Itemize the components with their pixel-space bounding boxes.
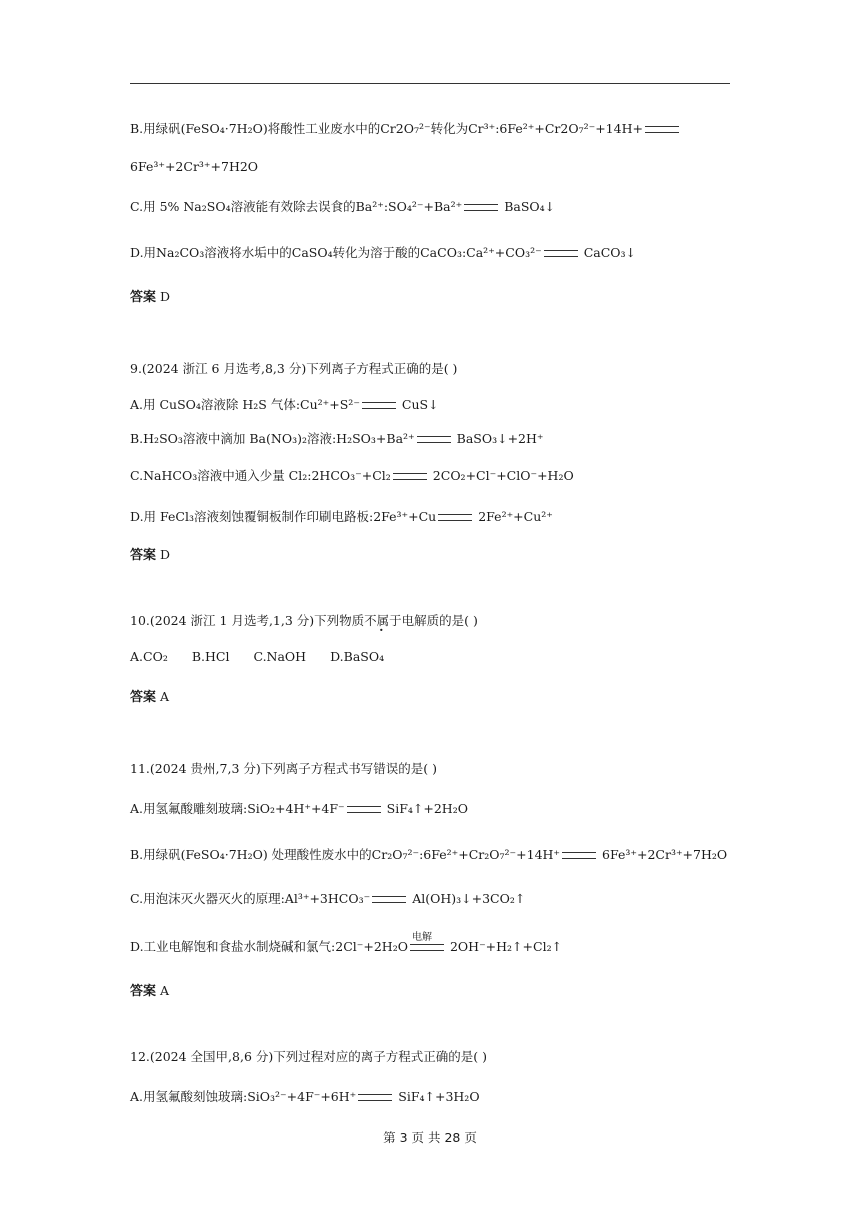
answer-value: D (160, 547, 171, 562)
electrolysis-equals-sign (410, 932, 444, 951)
equals-sign (464, 204, 498, 211)
equals-sign (645, 126, 679, 133)
q11-answer (130, 982, 169, 1001)
q9-answer (130, 546, 170, 565)
equals-sign (393, 473, 427, 480)
q11-option-b-rhs: 6Fe³⁺+2Cr³⁺+7H₂O (602, 847, 728, 862)
equals-sign (562, 852, 596, 859)
answer-value: A (160, 983, 170, 998)
q8-option-b-line2: 6Fe³⁺+2Cr³⁺+7H2O (130, 159, 259, 174)
q11-option-a-rhs: SiF₄↑+2H₂O (386, 801, 468, 816)
q10-answer (130, 688, 169, 707)
q12-option-a-lhs: A.用氢氟酸刻蚀玻璃:SiO₃²⁻+4F⁻+6H⁺ (130, 1089, 357, 1104)
q10-option-d: D.BaSO₄ (330, 649, 385, 664)
q10-option-c: C.NaOH (253, 649, 307, 664)
q8-option-c (130, 198, 555, 216)
answer-value: A (160, 689, 170, 704)
q10-option-a: A.CO₂ (130, 649, 168, 664)
q11-stem: 11.(2024 贵州,7,3 分)下列离子方程式书写错误的是( ) (130, 761, 437, 776)
equals-sign (347, 806, 381, 813)
electrolysis-condition: 电解 (411, 932, 432, 943)
q10-stem-part2: 电解质的是( ) (401, 613, 478, 628)
q11-option-c-rhs: Al(OH)₃↓+3CO₂↑ (412, 891, 526, 906)
q8-option-c-lhs: C.用 5% Na₂SO₄溶液能有效除去误食的Ba²⁺:SO₄²⁻+Ba²⁺ (130, 199, 463, 214)
q11-option-b-lhs: B.用绿矾(FeSO₄·7H₂O) 处理酸性废水中的Cr₂O₇²⁻:6Fe²⁺+Cr₂O₇²⁻+14H⁺ (130, 847, 561, 862)
q10-stem (130, 612, 478, 630)
answer-label: 答案 (130, 290, 157, 305)
q9-option-a (130, 396, 439, 414)
q8-option-b-text: B.用绿矾(FeSO₄·7H₂O)将酸性工业废水中的Cr2O₇²⁻转化为Cr³⁺:6Fe²⁺+Cr2O₇²⁻+14H+ (130, 121, 643, 136)
q9-stem: 9.(2024 浙江 6 月选考,8,3 分)下列离子方程式正确的是( ) (130, 361, 458, 376)
answer-value: D (160, 289, 171, 304)
q8-option-b-line1 (130, 120, 685, 138)
q9-option-b-rhs: BaSO₃↓+2H⁺ (456, 431, 544, 446)
equals-sign (417, 436, 451, 443)
q11-option-a-lhs: A.用氢氟酸雕刻玻璃:SiO₂+4H⁺+4F⁻ (130, 801, 345, 816)
q12-option-a (130, 1088, 480, 1106)
answer-label: 答案 (130, 690, 157, 705)
q11-option-b (130, 846, 727, 864)
q11-option-d-rhs: 2OH⁻+H₂↑+Cl₂↑ (449, 939, 563, 954)
q9-option-a-lhs: A.用 CuSO₄溶液除 H₂S 气体:Cu²⁺+S²⁻ (130, 397, 360, 412)
equals-sign (358, 1094, 392, 1101)
q9-option-c-rhs: 2CO₂+Cl⁻+ClO⁻+H₂O (432, 468, 574, 483)
q9-option-d-rhs: 2Fe²⁺+Cu²⁺ (478, 509, 553, 524)
q11-option-d (130, 932, 563, 956)
equals-sign (438, 514, 472, 521)
q10-option-b: B.HCl (191, 649, 230, 664)
equals-sign (544, 250, 578, 257)
q11-option-a (130, 800, 468, 818)
q10-emphasis: 不属于 (364, 613, 402, 628)
equals-sign (372, 896, 406, 903)
q9-option-b (130, 430, 544, 448)
page-footer: 第 3 页 共 28 页 (383, 1130, 477, 1145)
q9-option-c-lhs: C.NaHCO₃溶液中通入少量 Cl₂:2HCO₃⁻+Cl₂ (130, 468, 391, 483)
q8-answer (130, 288, 170, 307)
q8-option-d-rhs: CaCO₃↓ (583, 245, 637, 260)
q12-option-a-rhs: SiF₄↑+3H₂O (398, 1089, 480, 1104)
q11-option-c (130, 890, 525, 908)
q9-option-c (130, 467, 574, 485)
answer-label: 答案 (130, 548, 157, 563)
q8-option-d (130, 244, 636, 262)
q12-stem: 12.(2024 全国甲,8,6 分)下列过程对应的离子方程式正确的是( ) (130, 1049, 487, 1064)
q11-option-c-lhs: C.用泡沫灭火器灭火的原理:Al³⁺+3HCO₃⁻ (130, 891, 371, 906)
q8-option-d-lhs: D.用Na₂CO₃溶液将水垢中的CaSO₄转化为溶于酸的CaCO₃:Ca²⁺+CO₃²⁻ (130, 245, 542, 260)
q9-option-d (130, 508, 553, 526)
q9-option-a-rhs: CuS↓ (401, 397, 439, 412)
q8-option-c-rhs: BaSO₄↓ (504, 199, 556, 214)
q10-options (130, 648, 408, 666)
answer-label: 答案 (130, 984, 157, 999)
q9-option-d-lhs: D.用 FeCl₃溶液刻蚀覆铜板制作印刷电路板:2Fe³⁺+Cu (130, 509, 437, 524)
equals-sign (362, 402, 396, 409)
q10-stem-part1: 10.(2024 浙江 1 月选考,1,3 分)下列物质 (130, 613, 365, 628)
q11-option-d-lhs: D.工业电解饱和食盐水制烧碱和氯气:2Cl⁻+2H₂O (130, 939, 408, 954)
header-rule (130, 83, 730, 84)
q9-option-b-lhs: B.H₂SO₃溶液中滴加 Ba(NO₃)₂溶液:H₂SO₃+Ba²⁺ (130, 431, 415, 446)
